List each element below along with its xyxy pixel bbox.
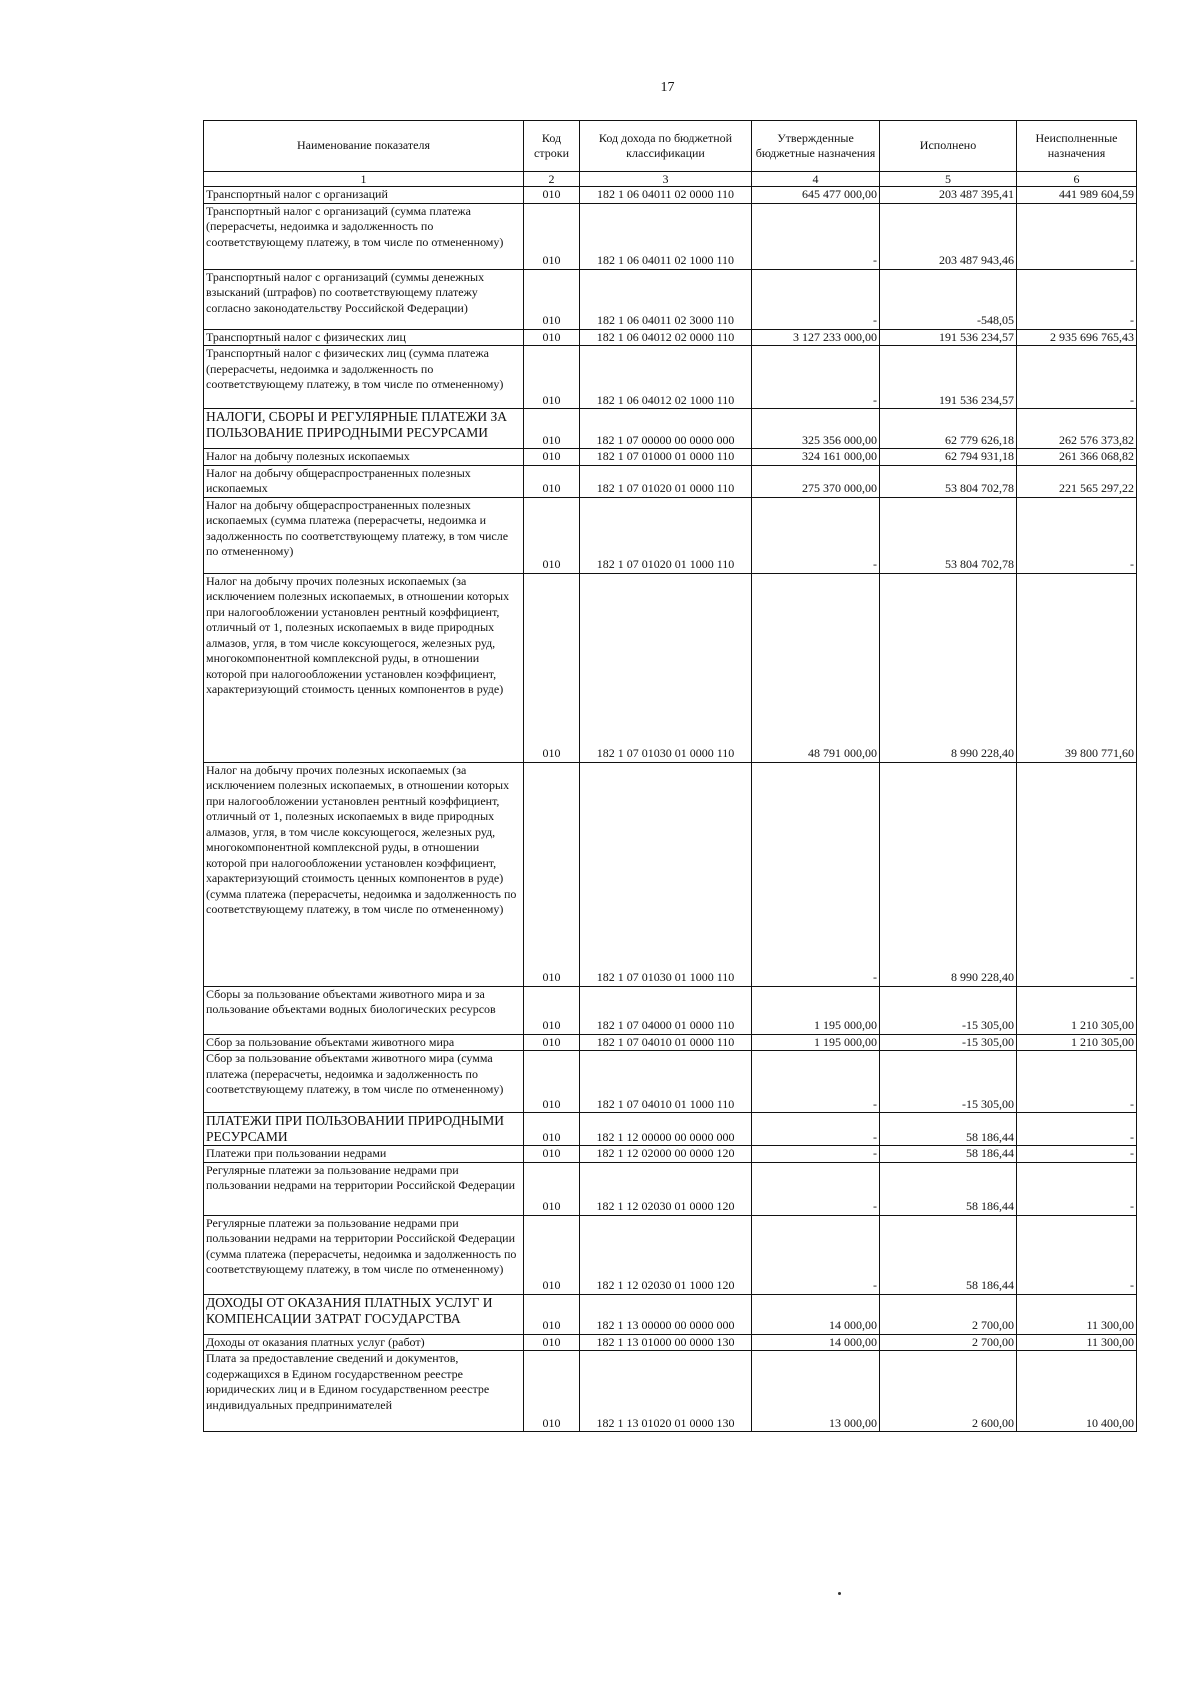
row-name: Налог на добычу прочих полезных ископаемых (за исключением полезных ископаемых, в отношении которых при налогообложении установлен рентный коэффициент, отличный от 1, полезных ископаемых в виде природных алмазов, угля, в том числе коксующегося, железных руд, многокомпонентной комплексной руды, в отношении которой при налогообложении установлен коэффициент, характеризующий стоимость ценных компонентов в руде) — [204, 573, 524, 762]
row-kbk: 182 1 13 00000 00 0000 000 — [580, 1294, 752, 1334]
row-executed: 203 487 943,46 — [880, 203, 1017, 269]
row-name: Регулярные платежи за пользование недрами при пользовании недрами на территории Российской Федерации (сумма платежа (перерасчеты, недоимка и задолженность по соответствующему платежу, в том числе по отмененному) — [204, 1215, 524, 1294]
header-approved: Утвержденные бюджетные назначения — [752, 121, 880, 172]
row-executed: 58 186,44 — [880, 1113, 1017, 1146]
column-number: 3 — [580, 172, 752, 187]
row-kbk: 182 1 12 00000 00 0000 000 — [580, 1113, 752, 1146]
row-unexecuted: 441 989 604,59 — [1017, 187, 1137, 204]
row-executed: 58 186,44 — [880, 1146, 1017, 1163]
row-approved: 3 127 233 000,00 — [752, 329, 880, 346]
row-line-code: 010 — [524, 497, 580, 573]
row-unexecuted: 11 300,00 — [1017, 1334, 1137, 1351]
row-kbk: 182 1 07 01000 01 0000 110 — [580, 449, 752, 466]
table-header-row — [204, 121, 1137, 172]
row-approved: - — [752, 346, 880, 409]
row-name: Налог на добычу общераспространенных полезных ископаемых — [204, 465, 524, 497]
column-number: 1 — [204, 172, 524, 187]
row-name: ДОХОДЫ ОТ ОКАЗАНИЯ ПЛАТНЫХ УСЛУГ И КОМПЕНСАЦИИ ЗАТРАТ ГОСУДАРСТВА — [204, 1294, 524, 1334]
table-row — [204, 1215, 1137, 1294]
row-executed: 53 804 702,78 — [880, 465, 1017, 497]
row-unexecuted: - — [1017, 1113, 1137, 1146]
table-row — [204, 1351, 1137, 1432]
column-number-row — [204, 172, 1137, 187]
table-body — [204, 187, 1137, 1432]
table-row — [204, 1034, 1137, 1051]
row-line-code: 010 — [524, 465, 580, 497]
row-unexecuted: - — [1017, 1051, 1137, 1113]
row-kbk: 182 1 06 04012 02 1000 110 — [580, 346, 752, 409]
row-name: ПЛАТЕЖИ ПРИ ПОЛЬЗОВАНИИ ПРИРОДНЫМИ РЕСУРСАМИ — [204, 1113, 524, 1146]
row-unexecuted: 261 366 068,82 — [1017, 449, 1137, 466]
column-number: 4 — [752, 172, 880, 187]
row-kbk: 182 1 07 04010 01 0000 110 — [580, 1034, 752, 1051]
row-approved: - — [752, 1215, 880, 1294]
table-row — [204, 1294, 1137, 1334]
row-approved: 1 195 000,00 — [752, 1034, 880, 1051]
row-executed: 2 700,00 — [880, 1334, 1017, 1351]
row-unexecuted: 262 576 373,82 — [1017, 409, 1137, 449]
row-executed: 8 990 228,40 — [880, 573, 1017, 762]
table-row — [204, 203, 1137, 269]
row-approved: 324 161 000,00 — [752, 449, 880, 466]
table-row — [204, 329, 1137, 346]
row-name: Доходы от оказания платных услуг (работ) — [204, 1334, 524, 1351]
table-row — [204, 409, 1137, 449]
row-kbk: 182 1 06 04011 02 1000 110 — [580, 203, 752, 269]
row-name: Плата за предоставление сведений и документов, содержащихся в Едином государственном реестре юридических лиц и в Едином государственном реестре индивидуальных предпринимателей — [204, 1351, 524, 1432]
row-unexecuted: 10 400,00 — [1017, 1351, 1137, 1432]
header-unexecuted: Неисполненные назначения — [1017, 121, 1137, 172]
table-row — [204, 573, 1137, 762]
row-kbk: 182 1 07 01020 01 0000 110 — [580, 465, 752, 497]
row-line-code: 010 — [524, 346, 580, 409]
row-kbk: 182 1 06 04012 02 0000 110 — [580, 329, 752, 346]
row-unexecuted: - — [1017, 203, 1137, 269]
row-unexecuted: - — [1017, 1162, 1137, 1215]
row-line-code: 010 — [524, 573, 580, 762]
row-executed: 58 186,44 — [880, 1215, 1017, 1294]
row-name: НАЛОГИ, СБОРЫ И РЕГУЛЯРНЫЕ ПЛАТЕЖИ ЗА ПОЛЬЗОВАНИЕ ПРИРОДНЫМИ РЕСУРСАМИ — [204, 409, 524, 449]
row-approved: 325 356 000,00 — [752, 409, 880, 449]
column-number: 2 — [524, 172, 580, 187]
row-name: Транспортный налог с физических лиц — [204, 329, 524, 346]
row-unexecuted: - — [1017, 269, 1137, 329]
row-kbk: 182 1 12 02000 00 0000 120 — [580, 1146, 752, 1163]
row-line-code: 010 — [524, 187, 580, 204]
table-row — [204, 1146, 1137, 1163]
row-name: Сбор за пользование объектами животного мира — [204, 1034, 524, 1051]
row-approved: - — [752, 1051, 880, 1113]
table-row — [204, 465, 1137, 497]
row-line-code: 010 — [524, 1034, 580, 1051]
row-unexecuted: 39 800 771,60 — [1017, 573, 1137, 762]
row-kbk: 182 1 12 02030 01 0000 120 — [580, 1162, 752, 1215]
row-approved: - — [752, 1146, 880, 1163]
table-row — [204, 986, 1137, 1034]
row-kbk: 182 1 13 01020 01 0000 130 — [580, 1351, 752, 1432]
revenue-table — [203, 120, 1137, 1432]
row-kbk: 182 1 07 01030 01 1000 110 — [580, 762, 752, 986]
row-name: Транспортный налог с организаций — [204, 187, 524, 204]
table-row — [204, 449, 1137, 466]
row-name: Налог на добычу прочих полезных ископаемых (за исключением полезных ископаемых, в отношении которых при налогообложении установлен рентный коэффициент, отличный от 1, полезных ископаемых в виде природных алмазов, угля, в том числе коксующегося, железных руд, многокомпонентной комплексной руды, в отношении которой при налогообложении установлен коэффициент, характеризующий стоимость ценных компонентов в руде) (сумма платежа (перерасчеты, недоимка и задолженность по соответствующему платежу, в том числе по отмененному) — [204, 762, 524, 986]
row-kbk: 182 1 07 04000 01 0000 110 — [580, 986, 752, 1034]
row-name: Налог на добычу полезных ископаемых — [204, 449, 524, 466]
row-line-code: 010 — [524, 203, 580, 269]
row-approved: 275 370 000,00 — [752, 465, 880, 497]
row-executed: 2 600,00 — [880, 1351, 1017, 1432]
row-line-code: 010 — [524, 1113, 580, 1146]
row-executed: 191 536 234,57 — [880, 329, 1017, 346]
row-unexecuted: - — [1017, 1146, 1137, 1163]
table-row — [204, 1051, 1137, 1113]
row-approved: - — [752, 1162, 880, 1215]
row-name: Регулярные платежи за пользование недрами при пользовании недрами на территории Российской Федерации — [204, 1162, 524, 1215]
row-name: Сборы за пользование объектами животного мира и за пользование объектами водных биологических ресурсов — [204, 986, 524, 1034]
row-kbk: 182 1 06 04011 02 3000 110 — [580, 269, 752, 329]
row-approved: 14 000,00 — [752, 1334, 880, 1351]
row-line-code: 010 — [524, 986, 580, 1034]
row-line-code: 010 — [524, 1334, 580, 1351]
row-line-code: 010 — [524, 409, 580, 449]
header-kbk: Код дохода по бюджетной классификации — [580, 121, 752, 172]
row-name: Платежи при пользовании недрами — [204, 1146, 524, 1163]
row-line-code: 010 — [524, 1051, 580, 1113]
row-approved: - — [752, 762, 880, 986]
table-row — [204, 1162, 1137, 1215]
row-executed: -15 305,00 — [880, 986, 1017, 1034]
row-kbk: 182 1 07 01020 01 1000 110 — [580, 497, 752, 573]
row-executed: 62 779 626,18 — [880, 409, 1017, 449]
row-unexecuted: 2 935 696 765,43 — [1017, 329, 1137, 346]
row-executed: -15 305,00 — [880, 1034, 1017, 1051]
row-approved: 14 000,00 — [752, 1294, 880, 1334]
row-kbk: 182 1 07 01030 01 0000 110 — [580, 573, 752, 762]
row-kbk: 182 1 06 04011 02 0000 110 — [580, 187, 752, 204]
header-line-code: Код строки — [524, 121, 580, 172]
row-approved: - — [752, 1113, 880, 1146]
table-row — [204, 1334, 1137, 1351]
table-row — [204, 346, 1137, 409]
row-approved: - — [752, 497, 880, 573]
row-executed: -548,05 — [880, 269, 1017, 329]
row-executed: -15 305,00 — [880, 1051, 1017, 1113]
row-unexecuted: - — [1017, 497, 1137, 573]
row-line-code: 010 — [524, 1351, 580, 1432]
row-kbk: 182 1 07 04010 01 1000 110 — [580, 1051, 752, 1113]
column-number: 5 — [880, 172, 1017, 187]
row-kbk: 182 1 12 02030 01 1000 120 — [580, 1215, 752, 1294]
row-executed: 2 700,00 — [880, 1294, 1017, 1334]
table-row — [204, 187, 1137, 204]
row-name: Транспортный налог с организаций (суммы денежных взысканий (штрафов) по соответствующему платежу согласно законодательству Российской Федерации) — [204, 269, 524, 329]
row-line-code: 010 — [524, 329, 580, 346]
row-unexecuted: - — [1017, 762, 1137, 986]
row-executed: 203 487 395,41 — [880, 187, 1017, 204]
row-unexecuted: 11 300,00 — [1017, 1294, 1137, 1334]
row-executed: 62 794 931,18 — [880, 449, 1017, 466]
row-line-code: 010 — [524, 1294, 580, 1334]
row-unexecuted: 221 565 297,22 — [1017, 465, 1137, 497]
row-name: Сбор за пользование объектами животного мира (сумма платежа (перерасчеты, недоимка и задолженность по соответствующему платежу, в том числе по отмененному) — [204, 1051, 524, 1113]
row-executed: 8 990 228,40 — [880, 762, 1017, 986]
row-line-code: 010 — [524, 1215, 580, 1294]
row-executed: 191 536 234,57 — [880, 346, 1017, 409]
row-line-code: 010 — [524, 1162, 580, 1215]
column-number: 6 — [1017, 172, 1137, 187]
row-line-code: 010 — [524, 762, 580, 986]
row-unexecuted: - — [1017, 1215, 1137, 1294]
row-kbk: 182 1 07 00000 00 0000 000 — [580, 409, 752, 449]
row-name: Транспортный налог с организаций (сумма платежа (перерасчеты, недоимка и задолженность по соответствующему платежу, в том числе по отмененному) — [204, 203, 524, 269]
row-unexecuted: 1 210 305,00 — [1017, 986, 1137, 1034]
row-line-code: 010 — [524, 269, 580, 329]
table-row — [204, 497, 1137, 573]
header-executed: Исполнено — [880, 121, 1017, 172]
page-number: 17 — [660, 80, 675, 95]
row-approved: 48 791 000,00 — [752, 573, 880, 762]
table-row — [204, 1113, 1137, 1146]
row-unexecuted: - — [1017, 346, 1137, 409]
row-kbk: 182 1 13 01000 00 0000 130 — [580, 1334, 752, 1351]
row-unexecuted: 1 210 305,00 — [1017, 1034, 1137, 1051]
header-name: Наименование показателя — [204, 121, 524, 172]
row-approved: 1 195 000,00 — [752, 986, 880, 1034]
row-approved: - — [752, 203, 880, 269]
row-name: Транспортный налог с физических лиц (сумма платежа (перерасчеты, недоимка и задолженность по соответствующему платежу, в том числе по отмененному) — [204, 346, 524, 409]
row-executed: 58 186,44 — [880, 1162, 1017, 1215]
row-line-code: 010 — [524, 449, 580, 466]
row-approved: 645 477 000,00 — [752, 187, 880, 204]
table-row — [204, 269, 1137, 329]
row-approved: - — [752, 269, 880, 329]
table-row — [204, 762, 1137, 986]
row-executed: 53 804 702,78 — [880, 497, 1017, 573]
stray-dot — [838, 1592, 841, 1595]
row-line-code: 010 — [524, 1146, 580, 1163]
row-name: Налог на добычу общераспространенных полезных ископаемых (сумма платежа (перерасчеты, недоимка и задолженность по соответствующему платежу, в том числе по отмененному) — [204, 497, 524, 573]
row-approved: 13 000,00 — [752, 1351, 880, 1432]
